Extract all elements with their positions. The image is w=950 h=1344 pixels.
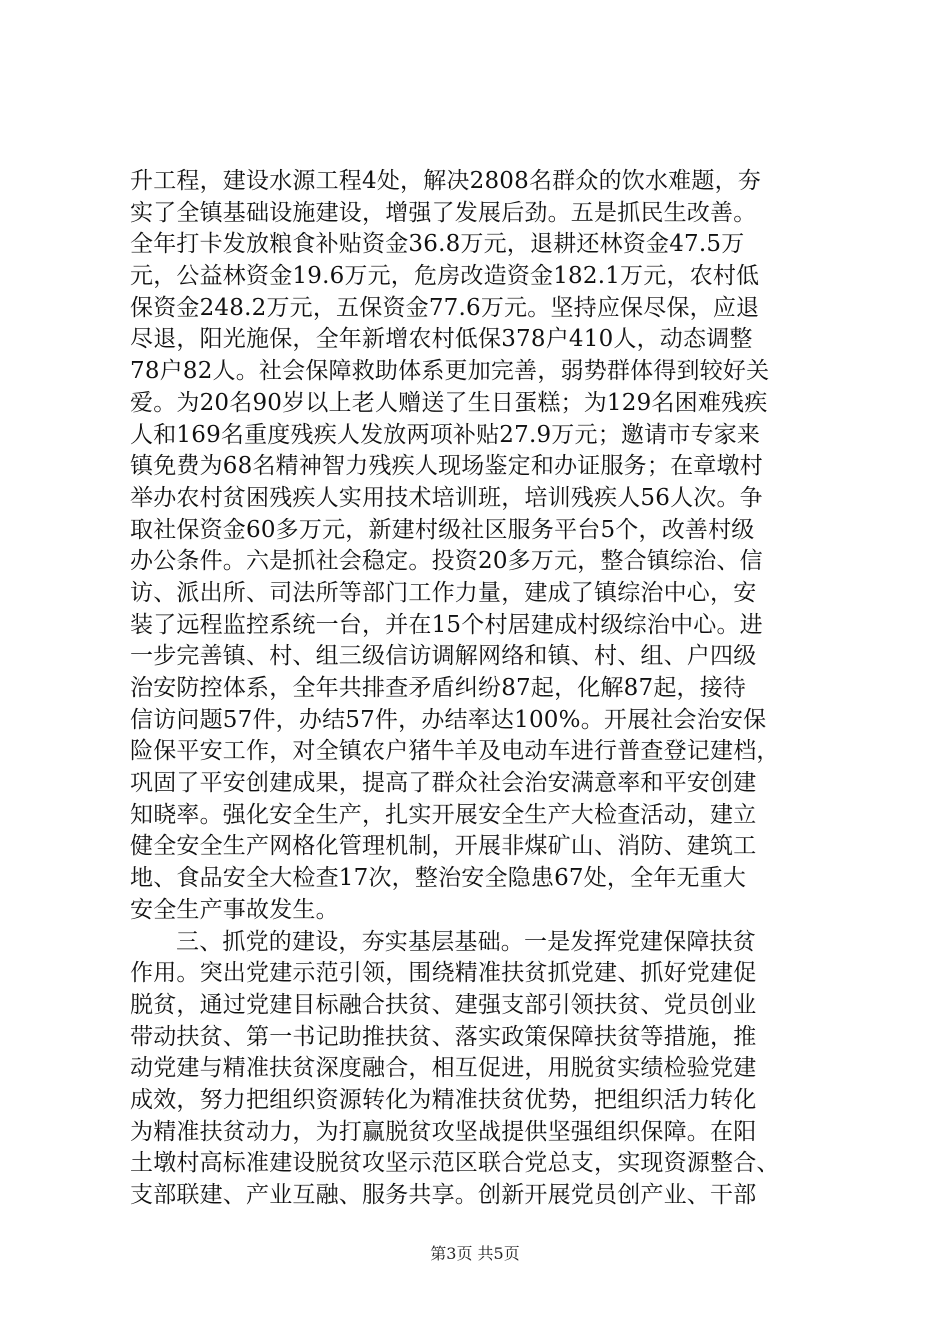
text-line: 78户82人。社会保障救助体系更加完善，弱势群体得到较好关 (130, 358, 770, 385)
text-line: 尽退，阳光施保，全年新增农村低保378户410人，动态调整 (130, 326, 753, 353)
text-line: 保资金248.2万元，五保资金77.6万元。坚持应保尽保，应退 (130, 294, 760, 321)
text-line: 元，公益林资金19.6万元，危房改造资金182.1万元，农村低 (130, 263, 760, 290)
text-line: 实了全镇基础设施建设，增强了发展后劲。五是抓民生改善。 (130, 199, 757, 226)
text-line: 装了远程监控系统一台，并在15个村居建成村级综治中心。进 (130, 611, 763, 638)
text-line: 巩固了平安创建成果，提高了群众社会治安满意率和平安创建 (130, 770, 757, 797)
text-line: 访、派出所、司法所等部门工作力量，建成了镇综治中心，安 (130, 579, 757, 606)
text-line: 知晓率。强化安全生产，扎实开展安全生产大检查活动，建立 (130, 801, 757, 828)
text-line: 举办农村贫困残疾人实用技术培训班，培训残疾人56人次。争 (130, 484, 763, 511)
section-heading-line: 三、抓党的建设，夯实基层基础。一是发挥党建保障扶贫 (176, 928, 756, 955)
text-line: 地、食品安全大检查17次，整治安全隐患67处，全年无重大 (130, 865, 747, 892)
text-line: 动党建与精准扶贫深度融合，相互促进，用脱贫实绩检验党建 (130, 1055, 757, 1082)
text-line: 升工程，建设水源工程4处，解决2808名群众的饮水难题，夯 (130, 168, 761, 194)
text-line: 支部联建、产业互融、服务共享。创新开展党员创产业、干部 (130, 1182, 757, 1208)
text-line: 治安防控体系，全年共排查矛盾纠纷87起，化解87起，接待 (130, 675, 747, 701)
text-line: 人和169名重度残疾人发放两项补贴27.9万元；邀请市专家来 (130, 421, 761, 448)
text-line: 脱贫，通过党建目标融合扶贫、建强支部引领扶贫、党员创业 (130, 991, 757, 1018)
text-line: 信访问题57件，办结57件，办结率达100%。开展社会治安保 (130, 706, 767, 733)
text-line: 健全安全生产网格化管理机制，开展非煤矿山、消防、建筑工 (130, 833, 757, 860)
page-number-footer: 第3页 共5页 (430, 1244, 520, 1263)
text-line: 办公条件。六是抓社会稳定。投资20多万元，整合镇综治、信 (130, 548, 763, 575)
text-line: 取社保资金60多万元，新建村级社区服务平台5个，改善村级 (130, 516, 755, 543)
text-line: 土墩村高标准建设脱贫攻坚示范区联合党总支，实现资源整合、 (130, 1150, 780, 1177)
text-line: 镇免费为68名精神智力残疾人现场鉴定和办证服务；在章墩村 (130, 453, 763, 480)
text-line: 安全生产事故发生。 (130, 896, 339, 923)
text-line: 爱。为20名90岁以上老人赠送了生日蛋糕；为129名困难残疾 (130, 389, 768, 416)
text-line: 为精准扶贫动力，为打赢脱贫攻坚战提供坚强组织保障。在阳 (130, 1118, 757, 1145)
body-text (130, 166, 830, 1212)
text-line: 作用。突出党建示范引领，围绕精准扶贫抓党建、抓好党建促 (130, 960, 757, 987)
text-line: 全年打卡发放粮食补贴资金36.8万元，退耕还林资金47.5万 (130, 231, 745, 258)
text-line: 带动扶贫、第一书记助推扶贫、落实政策保障扶贫等措施，推 (130, 1023, 757, 1050)
text-line: 成效，努力把组织资源转化为精准扶贫优势，把组织活力转化 (130, 1086, 757, 1113)
text-line: 一步完善镇、村、组三级信访调解网络和镇、村、组、户四级 (130, 643, 757, 670)
text-line: 险保平安工作，对全镇农户猪牛羊及电动车进行普查登记建档， (130, 738, 780, 765)
